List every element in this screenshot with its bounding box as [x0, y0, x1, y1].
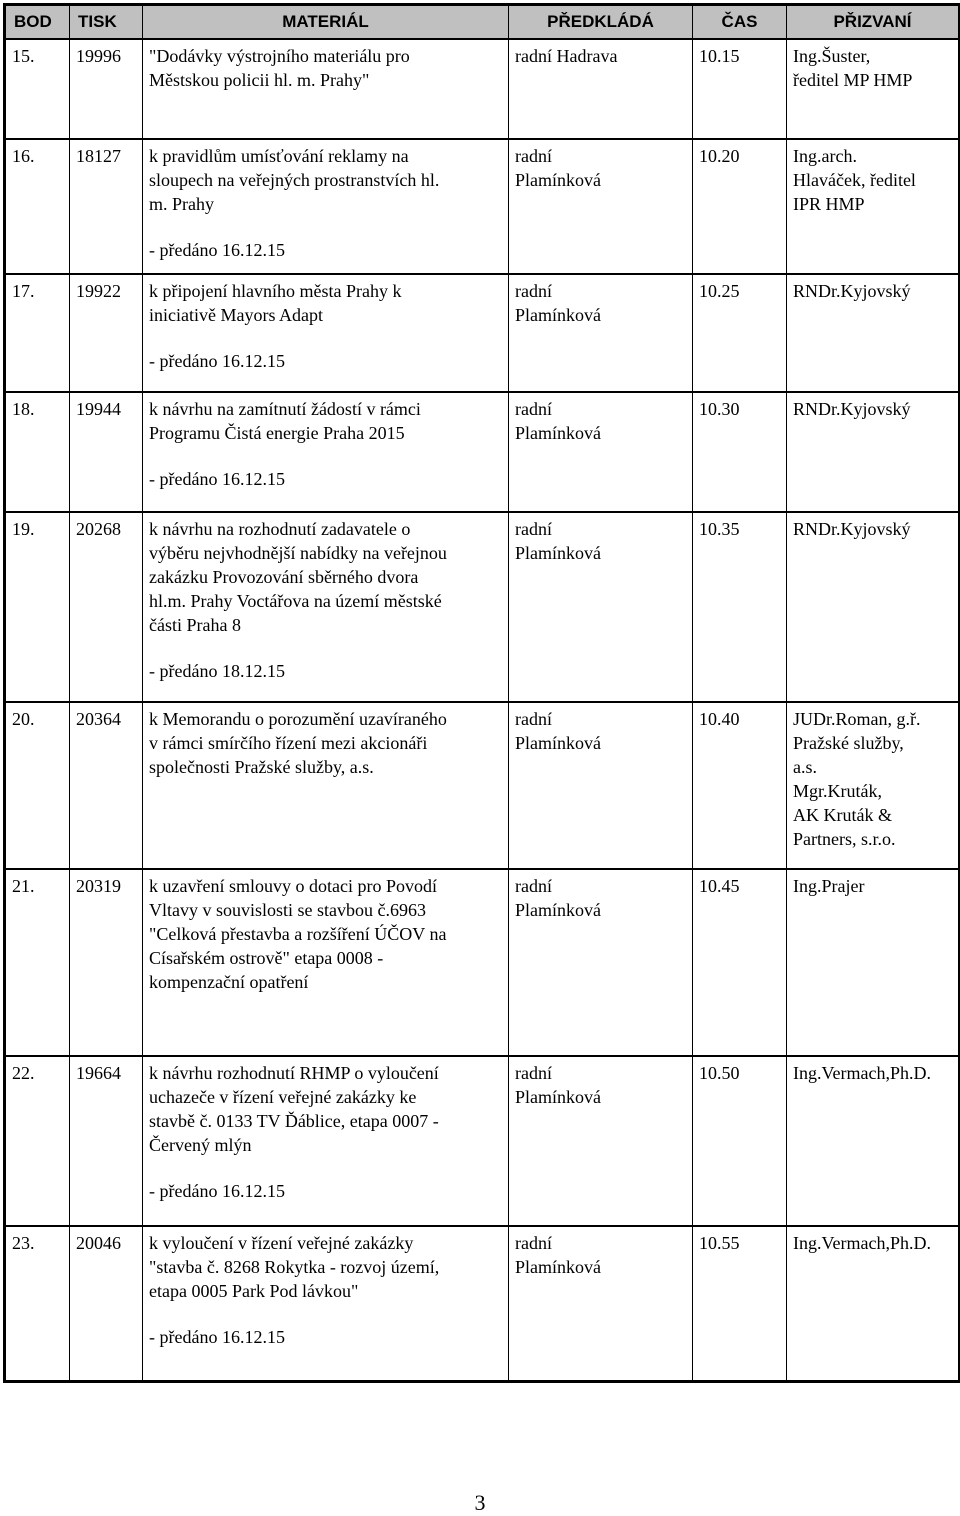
- material-cell-line: uchazeče v řízení veřejné zakázky ke: [149, 1087, 417, 1107]
- prizvani-cell-line: Hlaváček, ředitel: [793, 170, 916, 190]
- material-cell: [143, 869, 509, 1056]
- cas-cell: 10.35: [693, 512, 787, 702]
- cas-cell: 10.30: [693, 392, 787, 512]
- prizvani-cell: [787, 392, 960, 512]
- tisk-cell: 19664: [70, 1056, 143, 1226]
- handover-note: - předáno 16.12.15: [149, 240, 285, 260]
- predklada-cell-line: Plamínková: [515, 1257, 601, 1277]
- cas-cell: 10.20: [693, 139, 787, 274]
- agenda-row: [5, 869, 960, 1056]
- predklada-cell-line: radní: [515, 519, 552, 539]
- predklada-cell: [509, 1226, 693, 1381]
- material-cell-line: Městskou policii hl. m. Prahy": [149, 70, 370, 90]
- agenda-row: [5, 512, 960, 702]
- prizvani-cell-line: a.s.: [793, 757, 817, 777]
- cas-cell: 10.45: [693, 869, 787, 1056]
- predklada-cell-line: Plamínková: [515, 733, 601, 753]
- bod-cell: 19.: [5, 512, 70, 702]
- header-cas: ČAS: [693, 5, 787, 40]
- predklada-cell-line: Plamínková: [515, 305, 601, 325]
- prizvani-cell: [787, 139, 960, 274]
- predklada-cell: [509, 139, 693, 274]
- agenda-table: [3, 3, 960, 1383]
- cas-cell: 10.40: [693, 702, 787, 869]
- prizvani-cell-line: RNDr.Kyjovský: [793, 519, 911, 539]
- predklada-cell: [509, 39, 693, 139]
- tisk-cell: 19996: [70, 39, 143, 139]
- cas-cell: 10.55: [693, 1226, 787, 1381]
- predklada-cell-line: Plamínková: [515, 543, 601, 563]
- material-cell: [143, 1226, 509, 1381]
- material-cell-line: k návrhu rozhodnutí RHMP o vyloučení: [149, 1063, 439, 1083]
- predklada-cell-line: radní: [515, 1063, 552, 1083]
- agenda-row: [5, 1226, 960, 1381]
- material-cell-line: Červený mlýn: [149, 1135, 252, 1155]
- prizvani-cell-line: Ing.Vermach,Ph.D.: [793, 1063, 931, 1083]
- material-cell-line: iniciativě Mayors Adapt: [149, 305, 323, 325]
- predklada-cell: [509, 869, 693, 1056]
- material-cell: [143, 139, 509, 274]
- material-cell-line: k návrhu na rozhodnutí zadavatele o: [149, 519, 411, 539]
- prizvani-cell: [787, 702, 960, 869]
- material-cell-line: kompenzační opatření: [149, 972, 309, 992]
- material-cell-line: etapa 0005 Park Pod lávkou": [149, 1281, 359, 1301]
- agenda-row: [5, 39, 960, 139]
- material-cell-line: sloupech na veřejných prostranstvích hl.: [149, 170, 440, 190]
- handover-note: - předáno 16.12.15: [149, 469, 285, 489]
- prizvani-cell-line: Ing.arch.: [793, 146, 857, 166]
- bod-cell: 16.: [5, 139, 70, 274]
- prizvani-cell-line: Partners, s.r.o.: [793, 829, 896, 849]
- header-bod: BOD: [5, 5, 70, 40]
- tisk-cell: 19922: [70, 274, 143, 392]
- agenda-body: [5, 39, 960, 1381]
- predklada-cell-line: Plamínková: [515, 170, 601, 190]
- prizvani-cell-line: JUDr.Roman, g.ř.: [793, 709, 921, 729]
- material-cell-line: hl.m. Prahy Voctářova na území městské: [149, 591, 442, 611]
- agenda-page: [3, 3, 958, 1405]
- prizvani-cell: [787, 512, 960, 702]
- material-cell: [143, 512, 509, 702]
- prizvani-cell: [787, 274, 960, 392]
- material-cell-line: Císařském ostrově" etapa 0008 -: [149, 948, 384, 968]
- material-cell-line: "stavba č. 8268 Rokytka - rozvoj území,: [149, 1257, 440, 1277]
- predklada-cell: [509, 702, 693, 869]
- prizvani-cell-line: RNDr.Kyjovský: [793, 399, 911, 419]
- material-cell-line: stavbě č. 0133 TV Ďáblice, etapa 0007 -: [149, 1111, 439, 1131]
- prizvani-cell-line: ředitel MP HMP: [793, 70, 913, 90]
- agenda-row: [5, 392, 960, 512]
- tisk-cell: 20364: [70, 702, 143, 869]
- predklada-cell-line: radní Hadrava: [515, 46, 618, 66]
- tisk-cell: 20268: [70, 512, 143, 702]
- cas-cell: 10.50: [693, 1056, 787, 1226]
- agenda-row: [5, 139, 960, 274]
- material-cell: [143, 274, 509, 392]
- predklada-cell: [509, 1056, 693, 1226]
- prizvani-cell: [787, 1226, 960, 1381]
- material-cell-line: výběru nejvhodnější nabídky na veřejnou: [149, 543, 447, 563]
- bod-cell: 23.: [5, 1226, 70, 1381]
- prizvani-cell-line: Pražské služby,: [793, 733, 904, 753]
- header-row: [5, 5, 960, 40]
- handover-note: - předáno 16.12.15: [149, 1327, 285, 1347]
- prizvani-cell-line: Mgr.Kruták,: [793, 781, 882, 801]
- predklada-cell-line: Plamínková: [515, 423, 601, 443]
- prizvani-cell: [787, 39, 960, 139]
- prizvani-cell: [787, 869, 960, 1056]
- material-cell: [143, 392, 509, 512]
- tisk-cell: 18127: [70, 139, 143, 274]
- material-cell: [143, 702, 509, 869]
- predklada-cell-line: radní: [515, 709, 552, 729]
- predklada-cell-line: radní: [515, 1233, 552, 1253]
- bod-cell: 15.: [5, 39, 70, 139]
- predklada-cell: [509, 392, 693, 512]
- predklada-cell: [509, 274, 693, 392]
- prizvani-cell-line: RNDr.Kyjovský: [793, 281, 911, 301]
- material-cell-line: "Celková přestavba a rozšíření ÚČOV na: [149, 924, 447, 944]
- handover-note: - předáno 18.12.15: [149, 661, 285, 681]
- material-cell-line: k Memorandu o porozumění uzavíraného: [149, 709, 447, 729]
- predklada-cell-line: radní: [515, 146, 552, 166]
- bod-cell: 20.: [5, 702, 70, 869]
- bod-cell: 22.: [5, 1056, 70, 1226]
- header-material: MATERIÁL: [143, 5, 509, 40]
- cas-cell: 10.25: [693, 274, 787, 392]
- tisk-cell: 19944: [70, 392, 143, 512]
- material-cell-line: k uzavření smlouvy o dotaci pro Povodí: [149, 876, 437, 896]
- bod-cell: 18.: [5, 392, 70, 512]
- agenda-row: [5, 702, 960, 869]
- prizvani-cell: [787, 1056, 960, 1226]
- agenda-row: [5, 1056, 960, 1226]
- prizvani-cell-line: Ing.Vermach,Ph.D.: [793, 1233, 931, 1253]
- material-cell: [143, 39, 509, 139]
- bod-cell: 21.: [5, 869, 70, 1056]
- material-cell-line: k vyloučení v řízení veřejné zakázky: [149, 1233, 414, 1253]
- prizvani-cell-line: AK Kruták &: [793, 805, 892, 825]
- predklada-cell: [509, 512, 693, 702]
- material-cell-line: k pravidlům umísťování reklamy na: [149, 146, 409, 166]
- material-cell-line: "Dodávky výstrojního materiálu pro: [149, 46, 410, 66]
- predklada-cell-line: Plamínková: [515, 1087, 601, 1107]
- predklada-cell-line: radní: [515, 399, 552, 419]
- predklada-cell-line: radní: [515, 281, 552, 301]
- cas-cell: 10.15: [693, 39, 787, 139]
- page-number: 3: [474, 1490, 486, 1515]
- handover-note: - předáno 16.12.15: [149, 1181, 285, 1201]
- header-predklada: PŘEDKLÁDÁ: [509, 5, 693, 40]
- material-cell-line: k návrhu na zamítnutí žádostí v rámci: [149, 399, 421, 419]
- predklada-cell-line: Plamínková: [515, 900, 601, 920]
- prizvani-cell-line: IPR HMP: [793, 194, 865, 214]
- material-cell: [143, 1056, 509, 1226]
- tisk-cell: 20319: [70, 869, 143, 1056]
- handover-note: - předáno 16.12.15: [149, 351, 285, 371]
- header-prizvani: PŘIZVANÍ: [787, 5, 960, 40]
- material-cell-line: k připojení hlavního města Prahy k: [149, 281, 402, 301]
- prizvani-cell-line: Ing.Prajer: [793, 876, 865, 896]
- material-cell-line: části Praha 8: [149, 615, 241, 635]
- prizvani-cell-line: Ing.Šuster,: [793, 46, 871, 66]
- material-cell-line: zakázku Provozování sběrného dvora: [149, 567, 419, 587]
- predklada-cell-line: radní: [515, 876, 552, 896]
- material-cell-line: m. Prahy: [149, 194, 214, 214]
- material-cell-line: Vltavy v souvislosti se stavbou č.6963: [149, 900, 426, 920]
- header-tisk: TISK: [70, 5, 143, 40]
- material-cell-line: Programu Čistá energie Praha 2015: [149, 423, 405, 443]
- agenda-row: [5, 274, 960, 392]
- bod-cell: 17.: [5, 274, 70, 392]
- material-cell-line: v rámci smírčího řízení mezi akcionáři: [149, 733, 428, 753]
- material-cell-line: společnosti Pražské služby, a.s.: [149, 757, 374, 777]
- tisk-cell: 20046: [70, 1226, 143, 1381]
